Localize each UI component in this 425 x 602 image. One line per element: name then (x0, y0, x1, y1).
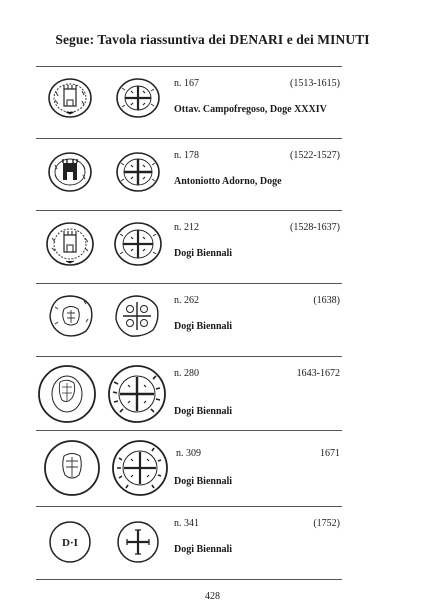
coin-issuer: Dogi Biennali (174, 476, 233, 487)
coin-dates: (1522-1527) (290, 150, 340, 161)
coin-entry (36, 214, 342, 284)
coin-issuer: Dogi Biennali (174, 321, 233, 332)
coin-dates: 1643-1672 (296, 368, 340, 379)
coin-number: n. 262 (174, 295, 199, 306)
coin-reverse (112, 220, 164, 268)
coin-obverse (36, 364, 98, 424)
coin-obverse (42, 438, 102, 498)
coin-number: n. 167 (174, 78, 199, 89)
page-title: Segue: Tavola riassuntiva dei DENARI e dei MINUTI (55, 32, 370, 47)
coin-entry (36, 360, 342, 430)
coin-dates: (1638) (313, 295, 340, 306)
coin-dates: (1528-1637) (290, 222, 340, 233)
coin-dates: 1671 (320, 448, 340, 459)
coin-number: n. 212 (174, 222, 199, 233)
rule-divider (36, 66, 342, 67)
coin-entry (36, 434, 342, 504)
coin-entry (36, 70, 342, 140)
coin-reverse (114, 150, 162, 194)
coin-entry (36, 142, 342, 212)
coin-obverse (46, 150, 94, 194)
coin-obverse (46, 76, 94, 120)
coin-issuer: Dogi Biennali (174, 406, 233, 417)
coin-obverse (44, 220, 96, 268)
coin-entry (36, 287, 342, 357)
coin-number: n. 341 (174, 518, 199, 529)
coin-issuer: Antoniotto Adorno, Doge (174, 176, 282, 187)
coin-obverse (46, 293, 96, 339)
coin-number: n. 309 (176, 448, 201, 459)
coin-issuer: Dogi Biennali (174, 544, 233, 555)
rule-divider (36, 430, 342, 431)
coin-issuer: Ottav. Campofregoso, Doge XXXIV (174, 104, 327, 115)
rule-divider (36, 506, 342, 507)
coin-number: n. 280 (174, 368, 199, 379)
coin-reverse (114, 76, 162, 120)
coin-reverse (114, 520, 162, 564)
coin-dates: (1752) (313, 518, 340, 529)
coin-reverse (112, 293, 162, 339)
coin-legend-text: D·I (62, 537, 78, 549)
coin-number: n. 178 (174, 150, 199, 161)
coin-reverse (110, 438, 170, 498)
coin-obverse (46, 520, 94, 564)
coin-entry (36, 510, 342, 580)
page-number: 428 (205, 591, 220, 602)
coin-dates: (1513-1615) (290, 78, 340, 89)
coin-reverse (106, 364, 168, 424)
coin-issuer: Dogi Biennali (174, 248, 233, 259)
